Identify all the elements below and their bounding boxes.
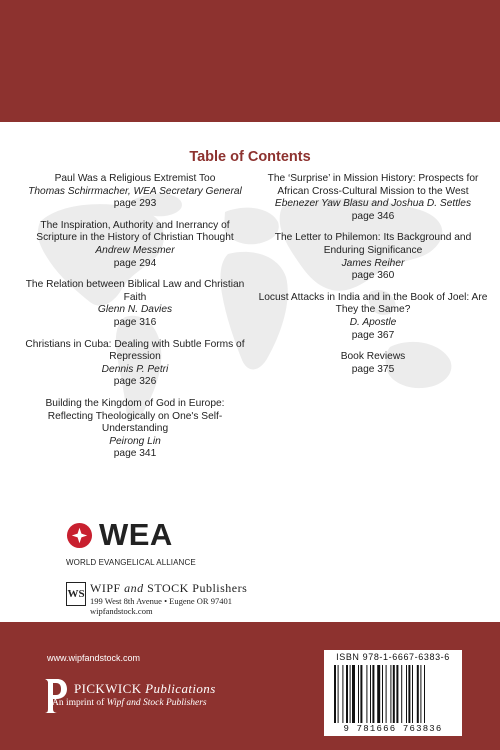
- toc-entry-title: Christians in Cuba: Dealing with Subtle Forms of Repression: [25, 338, 245, 363]
- toc-entry-title: Building the Kingdom of God in Europe: Reflecting Theologically on One's Self-Understanding: [45, 397, 225, 435]
- publisher-name-part: and: [124, 581, 144, 595]
- publisher-name: [90, 581, 247, 596]
- wea-full-name: WORLD EVANGELICAL ALLIANCE: [66, 558, 196, 567]
- toc-entry-page: page 375: [351, 363, 395, 375]
- toc-entry-page: page 367: [351, 329, 395, 341]
- top-color-band: [0, 0, 500, 122]
- imprint-subtitle-part: An imprint of: [52, 698, 105, 708]
- toc-entry: [256, 351, 490, 376]
- toc-entry-title: Paul Was a Religious Extremist Too: [54, 173, 216, 184]
- imprint-name-part: PICKWICK: [74, 681, 142, 696]
- toc-entry-author: Dennis P. Petri: [101, 363, 169, 375]
- toc-entry-author: D. Apostle: [349, 316, 397, 328]
- toc-entry: [22, 220, 248, 270]
- toc-left-column: [22, 173, 248, 470]
- toc-entry-author: Peirong Lin: [109, 435, 161, 447]
- isbn-barcode-box: [324, 650, 462, 736]
- toc-entry: [22, 339, 248, 389]
- toc-entry-page: page 294: [113, 257, 157, 269]
- publisher-name-part: STOCK: [147, 581, 189, 595]
- isbn-label: ISBN 978-1-6667-6383-6: [336, 652, 450, 662]
- wipf-stock-logo: WS: [66, 582, 86, 606]
- toc-entry: [256, 173, 490, 223]
- toc-entry-author: Ebenezer Yaw Blasu and Joshua D. Settles: [274, 198, 472, 210]
- toc-entry: [22, 398, 248, 461]
- imprint-name: [74, 681, 216, 697]
- toc-entry-author: Thomas Schirrmacher, WEA Secretary General: [28, 185, 242, 197]
- toc-entry-page: page 346: [351, 210, 395, 222]
- imprint-name-part: Publications: [145, 681, 216, 696]
- pickwick-p-logo-icon: [42, 675, 68, 715]
- toc-entry-page: page 293: [113, 198, 157, 210]
- toc-entry-author: James Reiher: [341, 257, 405, 269]
- toc-entry-title: The Relation between Biblical Law and Christian Faith: [25, 279, 245, 303]
- imprint-url[interactable]: www.wipfandstock.com: [47, 653, 141, 663]
- publisher-address: 199 West 8th Avenue • Eugene OR 97401: [90, 596, 232, 606]
- imprint-subtitle-part: Wipf and Stock Publishers: [106, 698, 207, 708]
- wea-logo: [66, 518, 216, 558]
- publisher-block: [90, 581, 247, 616]
- toc-entry: [22, 173, 248, 211]
- wea-wordmark: WEA: [99, 517, 173, 552]
- imprint-subtitle: [52, 698, 207, 708]
- toc-entry-title: The Inspiration, Authority and Inerrancy of Scripture in the History of Christian Thought: [36, 219, 234, 244]
- publisher-name-part: WIPF: [90, 581, 121, 595]
- toc-entry-title: Locust Attacks in India and in the Book of Joel: Are They the Same?: [258, 291, 488, 316]
- toc-entry-author: Andrew Messmer: [95, 244, 175, 256]
- toc-entry-page: page 360: [351, 270, 395, 282]
- toc-entry-title: The Letter to Philemon: Its Background and Enduring Significance: [274, 232, 472, 256]
- toc-entry-page: page 341: [113, 448, 157, 460]
- barcode-icon: [334, 665, 454, 723]
- toc-entry: [22, 279, 248, 329]
- publisher-name-part: Publishers: [192, 581, 248, 595]
- publisher-website[interactable]: wipfandstock.com: [90, 606, 153, 616]
- barcode-digits: 9 781666 763836: [343, 724, 443, 734]
- back-cover-content: [0, 122, 500, 622]
- toc-entry: [256, 232, 490, 282]
- toc-entry-title: Book Reviews: [340, 351, 406, 363]
- toc-entry-title: The ‘Surprise’ in Mission History: Prospects for African Cross-Cultural Mission to the West: [267, 173, 479, 197]
- wea-cross-emblem-icon: [66, 522, 93, 549]
- toc-entry-author: Glenn N. Davies: [97, 304, 173, 316]
- toc-entry-page: page 316: [113, 316, 157, 328]
- toc-title: Table of Contents: [189, 149, 311, 165]
- toc-right-column: [256, 173, 490, 385]
- toc-entry: [256, 292, 490, 342]
- toc-entry-page: page 326: [113, 376, 157, 388]
